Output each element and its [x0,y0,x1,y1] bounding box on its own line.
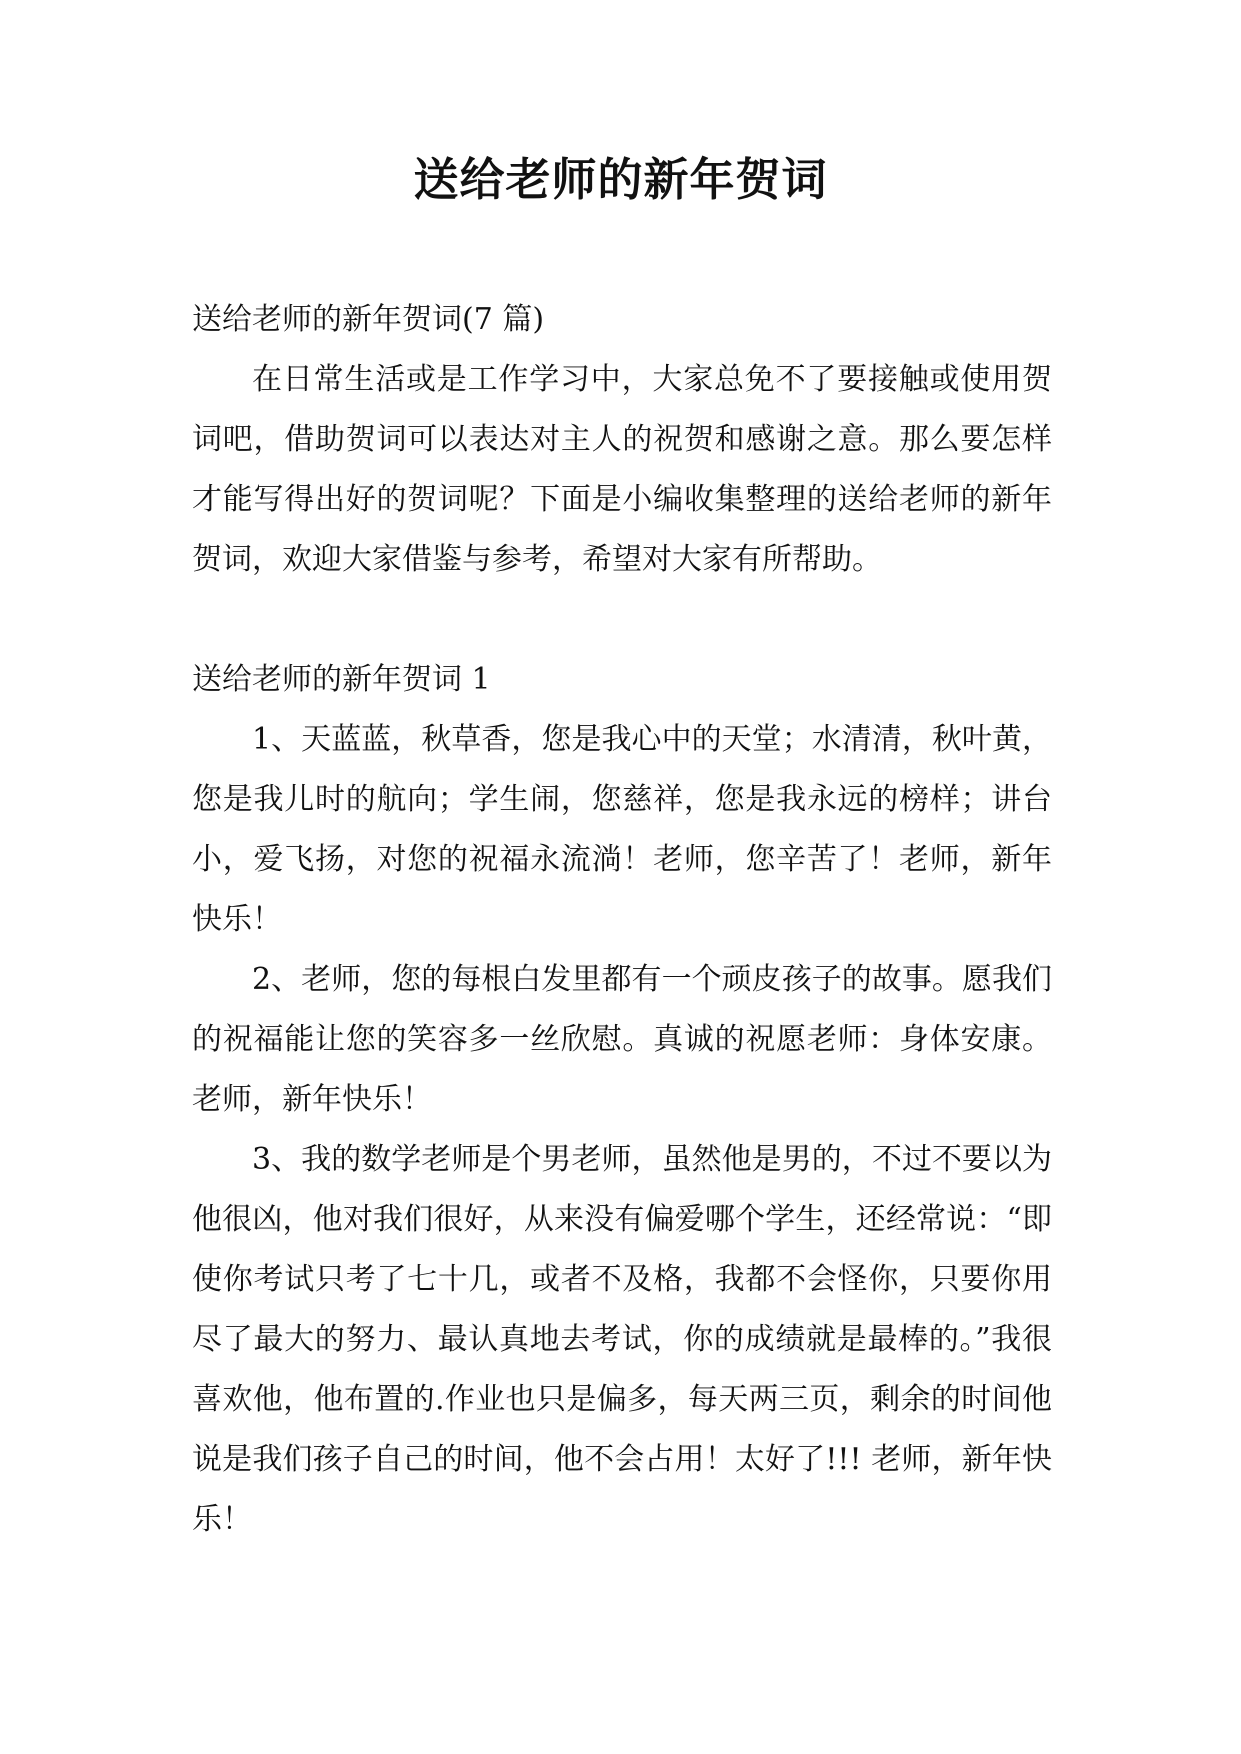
greeting-item-3: 3、我的数学老师是个男老师，虽然他是男的，不过不要以为他很凶，他对我们很好，从来没有偏爱哪个学生，还经常说：“即使你考试只考了七十几，或者不及格，我都不会怪你，只要你用尽了最大的努力、最认真地去考试，你的成绩就是最棒的。”我很喜欢他，他布置的.作业也只是偏多，每天两三页，剩余的时间他说是我们孩子自己的时间，他不会占用！太好了!!! 老师，新年快乐！ [192,1142,1052,1537]
greeting-item-2: 2、老师，您的每根白发里都有一个顽皮孩子的故事。愿我们的祝福能让您的笑容多一丝欣慰。真诚的祝愿老师：身体安康。老师，新年快乐！ [192,962,1052,1117]
page-title: 送给老师的新年贺词 [413,153,828,206]
document-subtitle: 送给老师的新年贺词(7 篇) [192,302,545,337]
document-body [192,290,1052,1550]
intro-paragraph: 在日常生活或是工作学习中，大家总免不了要接触或使用贺词吧，借助贺词可以表达对主人的祝贺和感谢之意。那么要怎样才能写得出好的贺词呢？下面是小编收集整理的送给老师的新年贺词，欢迎大家借鉴与参考，希望对大家有所帮助。 [192,362,1052,577]
paragraph-spacer [192,590,1052,650]
greeting-item-1: 1、天蓝蓝，秋草香，您是我心中的天堂；水清清，秋叶黄，您是我儿时的航向；学生闹，您慈祥，您是我永远的榜样；讲台小，爱飞扬，对您的祝福永流淌！老师，您辛苦了！老师，新年快乐！ [192,722,1052,937]
section-heading: 送给老师的新年贺词 1 [192,662,491,697]
